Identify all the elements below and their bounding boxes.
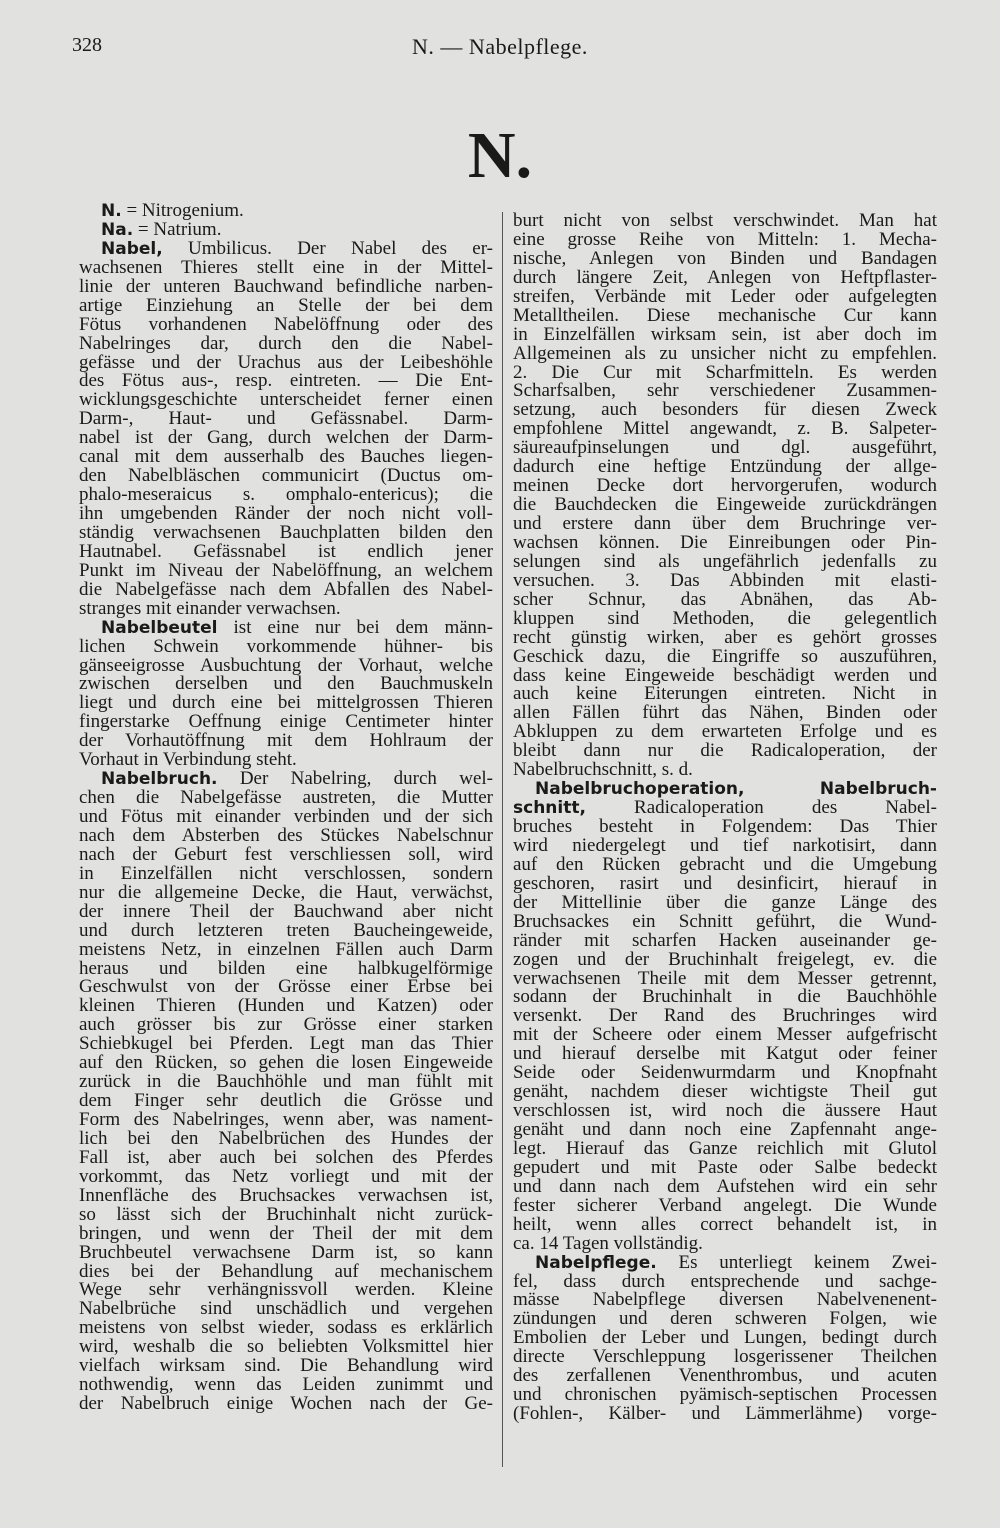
line-text: versuchen. 3. Das Abbinden mit elasti- [513, 571, 937, 591]
text-line [513, 1121, 937, 1140]
line-text: Bruchsackes ein Schnitt geführt, die Wund- [513, 912, 937, 932]
line-text: ihn umgebenden Ränder der noch nicht voll- [79, 505, 493, 524]
text-line [513, 1348, 937, 1367]
running-header [0, 34, 1000, 74]
line-text: zündungen und deren schweren Folgen, wie [513, 1310, 937, 1330]
text-line [513, 818, 937, 837]
line-text: meistens Netz, in einzelnen Fällen auch Darm [79, 940, 493, 960]
text-line [79, 1130, 493, 1149]
text-line [513, 553, 937, 572]
line-text: und durch letzteren treten Baucheingeweide, [79, 921, 493, 941]
text-line [513, 1140, 937, 1159]
text-line [79, 354, 493, 373]
line-text: Hautnabel. Gefässnabel ist endlich jener [79, 542, 493, 562]
line-text: lich bei den Nabelbrüchen des Hundes der [79, 1129, 493, 1149]
text-line [79, 1225, 493, 1244]
text-line [79, 221, 493, 240]
line-text: setzung, auch besonders für diesen Zweck [513, 401, 937, 421]
text-line [513, 1045, 937, 1064]
text-line [513, 591, 937, 610]
line-text: Wege sehr verhängnissvoll werden. Kleine [79, 1281, 493, 1301]
text-line [79, 978, 493, 997]
line-text: mässe Nabelpflege diversen Nabelvenenent- [513, 1291, 937, 1311]
text-line [513, 1007, 937, 1026]
text-line [513, 799, 937, 818]
line-text: dem Finger sehr deutlich die Grösse und [79, 1092, 493, 1111]
text-line [79, 372, 493, 391]
text-line [513, 1273, 937, 1292]
line-text: auch keine Eiterungen eintreten. Nicht in [513, 685, 937, 705]
line-text: nische, Anlegen von Binden und Bandagen [513, 249, 937, 269]
line-text: Nabelbruchschnitt, s. d. [513, 761, 693, 781]
line-text: wachsen können. Die Einreibungen oder Pin- [513, 533, 937, 553]
line-text: versenkt. Der Rand des Bruchringes wird [513, 1007, 937, 1027]
text-line [513, 515, 937, 534]
line-text: liegt und durch eine bei mittelgrossen Thieren [79, 694, 493, 714]
line-text: auf den Rücken, so gehen die losen Eingeweide [79, 1054, 493, 1074]
line-text: nach der Geburt fest verschliessen soll, wird [79, 845, 493, 865]
text-line [79, 903, 493, 922]
text-line [513, 610, 937, 629]
line-text: und Fötus mit einander verbinden und der sich [79, 808, 493, 827]
text-line [513, 1197, 937, 1216]
line-text: selungen sind als ungefährlich jedenfalls zu [513, 552, 937, 572]
line-text: heilt, wenn alles correct behandelt ist, in [513, 1215, 937, 1235]
line-text: geschoren, rasirt und desinficirt, hierauf in [513, 874, 937, 894]
line-text: zurück in die Bauchhöhle und man fühlt mit [79, 1073, 493, 1093]
text-line [79, 1149, 493, 1168]
line-text: fel, dass durch entsprechende und sachge- [513, 1272, 937, 1292]
text-line [513, 761, 937, 780]
text-line [79, 1300, 493, 1319]
line-text: stranges mit einander verwachsen. [79, 599, 341, 619]
text-line [513, 648, 937, 667]
text-line [513, 288, 937, 307]
line-text: die Bauchdecken die Eingeweide zurückdrängen [513, 496, 937, 515]
text-line [513, 439, 937, 458]
line-text: lichen Schwein vorkommende hühner- bis [79, 637, 493, 657]
line-text: Umbilicus. Der Nabel des er- [162, 239, 493, 259]
entry-headword: Nabelbeutel [101, 618, 218, 638]
entry-headword: Nabelpflege. [535, 1253, 657, 1273]
text-line [79, 732, 493, 751]
line-text: gänseeigrosse Ausbuchtung der Vorhaut, welche [79, 656, 493, 676]
text-line [79, 524, 493, 543]
line-text: Vorhaut in Verbindung steht. [79, 751, 297, 771]
line-text: dies bei der Behandlung auf mechanischem [79, 1262, 493, 1282]
text-line [513, 269, 937, 288]
text-line [513, 988, 937, 1007]
text-line [513, 364, 937, 383]
line-text: (Fohlen-, Kälber- und Lämmerlähme) vorge- [513, 1405, 937, 1424]
line-text: Geschwulst von der Grösse einer Erbse bei [79, 978, 493, 998]
line-text: den Nabelbläschen communicirt (Ductus om- [79, 467, 493, 487]
text-line [513, 932, 937, 951]
line-text: ständig verwachsenen Bauchplatten bilden den [79, 523, 493, 543]
right-column [513, 212, 937, 1424]
entry-headword: Nabel, [101, 239, 163, 259]
text-line [79, 429, 493, 448]
text-line [79, 1281, 493, 1300]
text-line [79, 1016, 493, 1035]
text-line [513, 250, 937, 269]
text-line [513, 212, 937, 231]
line-text: auch grösser bis zur Grösse einer starken [79, 1016, 493, 1036]
line-text: der innere Theil der Bauchwand aber nicht [79, 902, 493, 922]
line-text: säureaufpinselungen und dgl. ausgeführt, [513, 439, 937, 459]
text-line [513, 837, 937, 856]
text-line [79, 865, 493, 884]
line-text: verschlossen ist, wird noch die äussere Haut [513, 1102, 937, 1121]
line-text: Allgemeinen als zu unsicher nicht zu empfehlen. [513, 344, 937, 364]
text-line [79, 1054, 493, 1073]
running-title: N. — Nabelpflege. [412, 34, 588, 59]
page-number: 328 [72, 34, 102, 56]
line-text: burt nicht von selbst verschwindet. Man hat [513, 212, 937, 231]
line-text: meinen Decke dort hervorgerufen, wodurch [513, 477, 937, 497]
text-line [513, 1254, 937, 1273]
line-text: kluppen sind Methoden, die gelegentlich [513, 609, 937, 629]
left-column [79, 202, 493, 1414]
line-text: Fötus vorhandenen Nabelöffnung oder des [79, 315, 493, 335]
text-line [79, 240, 493, 259]
text-line [513, 1386, 937, 1405]
text-line [513, 913, 937, 932]
line-text: nur die allgemeine Decke, die Haut, verwächst, [79, 883, 493, 903]
line-text: gepudert und mit Paste oder Salbe bedeckt [513, 1158, 937, 1178]
line-text: die Nabelgefässe nach dem Abfallen des Nabel- [79, 580, 493, 600]
line-text: nabel ist der Gang, durch welchen der Darm- [79, 429, 493, 449]
text-line [513, 856, 937, 875]
text-line [513, 1102, 937, 1121]
line-text: genäht, nachdem dieser wichtigste Theil gut [513, 1083, 937, 1103]
text-line [79, 1187, 493, 1206]
text-line [513, 685, 937, 704]
line-text: Nabelbrüche sind unschädlich und vergehen [79, 1300, 493, 1320]
text-line [79, 202, 493, 221]
line-text: Scharfsalben, sehr verschiedener Zusammen- [513, 382, 937, 402]
line-text: in Einzelfällen nicht verschlossen, sondern [79, 864, 493, 884]
line-text: Darm-, Haut- und Gefässnabel. Darm- [79, 410, 493, 430]
line-text: scher Schnur, das Abnähen, das Ab- [513, 590, 937, 610]
text-line [79, 467, 493, 486]
line-text: fingerstarke Oeffnung einige Centimeter hinter [79, 713, 493, 733]
line-text: Es unterliegt keinem Zwei- [656, 1253, 937, 1273]
entry-headword: Nabelbruch. [101, 770, 218, 790]
text-line [513, 951, 937, 970]
line-text: Seide oder Seidenwurmdarm und Knopfnaht [513, 1064, 937, 1084]
line-text: allen Fällen führt das Nähen, Binden oder [513, 704, 937, 724]
text-line [513, 326, 937, 345]
text-line [79, 1206, 493, 1225]
line-text: legt. Hierauf das Ganze reichlich mit Glutol [513, 1139, 937, 1159]
section-letter: N. [467, 119, 533, 192]
line-text: chen die Nabelgefässe austreten, die Mutter [79, 789, 493, 808]
text-line [513, 477, 937, 496]
line-text: streifen, Verbände mit Leder oder aufgelegten [513, 287, 937, 307]
text-line [79, 1168, 493, 1187]
text-line [79, 335, 493, 354]
text-line [513, 1026, 937, 1045]
line-text: und dann nach dem Aufstehen wird ein sehr [513, 1177, 937, 1197]
line-text: linie der unteren Bauchwand befindliche narben- [79, 277, 493, 297]
text-line [79, 1319, 493, 1338]
text-line [513, 401, 937, 420]
text-line [513, 1178, 937, 1197]
text-line [79, 1092, 493, 1111]
line-text: so lässt sich der Bruchinhalt nicht zurück- [79, 1205, 493, 1225]
line-text: zogen und der Bruchinhalt freigelegt, ev. die [513, 950, 937, 970]
text-line [79, 391, 493, 410]
line-text: sodann der Bruchinhalt in die Bauchhöhle [513, 988, 937, 1008]
line-text: bringen, und wenn der Theil der mit dem [79, 1224, 493, 1244]
line-text: 2. Die Cur mit Scharfmitteln. Es werden [513, 363, 937, 383]
text-line [513, 704, 937, 723]
text-line [513, 345, 937, 364]
text-line [79, 941, 493, 960]
text-line [79, 1111, 493, 1130]
line-text: in Einzelfällen wirksam sein, ist aber doch im [513, 325, 937, 345]
line-text: durch längere Zeit, Anlegen von Heftpflaster- [513, 268, 937, 288]
text-line [79, 846, 493, 865]
text-line [79, 713, 493, 732]
line-text: Geschick dazu, die Eingriffe so auszuführen, [513, 647, 937, 667]
text-line [79, 657, 493, 676]
text-line [79, 827, 493, 846]
line-text: ränder mit scharfen Hacken auseinander ge- [513, 931, 937, 951]
line-text: mit der Scheere oder einem Messer aufgefrischt [513, 1026, 937, 1046]
text-line [513, 742, 937, 761]
line-text: zwischen derselben und den Bauchmuskeln [79, 675, 493, 695]
text-line [79, 751, 493, 770]
text-line [513, 1367, 937, 1386]
line-text: phalo-meseraicus s. omphalo-entericus); die [79, 486, 493, 505]
line-text: directe Verschleppung losgerissener Theilchen [513, 1348, 937, 1368]
line-text: Punkt im Niveau der Nabelöffnung, an welchem [79, 561, 493, 581]
text-line [513, 1064, 937, 1083]
line-text: Der Nabelring, durch wel- [217, 770, 493, 790]
text-line [513, 231, 937, 250]
text-line [79, 1357, 493, 1376]
line-text: wird, weshalb die so beliebten Volksmittel hier [79, 1338, 493, 1358]
line-text: eine grosse Reihe von Mitteln: 1. Mecha- [513, 230, 937, 250]
text-line [79, 997, 493, 1016]
text-line [79, 1395, 493, 1414]
line-text: nothwendig, wenn das Leiden zunimmt und [79, 1376, 493, 1396]
line-text: dadurch eine heftige Entzündung der allge- [513, 458, 937, 478]
text-line [513, 1083, 937, 1102]
line-text: vorkommt, das Netz vorliegt und mit der [79, 1167, 493, 1187]
line-text: der Vorhautöffnung mit dem Hohlraum der [79, 732, 493, 752]
line-text: Bruchbeutel verwachsene Darm ist, so kann [79, 1243, 493, 1263]
line-text: und erstere dann über dem Bruchringe ver- [513, 515, 937, 534]
text-line [513, 1291, 937, 1310]
line-text: fester sicherer Verband angelegt. Die Wunde [513, 1196, 937, 1216]
line-text: Embolien der Leber und Lungen, bedingt durch [513, 1329, 937, 1349]
text-line [513, 629, 937, 648]
text-line [79, 638, 493, 657]
text-line [79, 486, 493, 505]
line-text: canal mit dem ausserhalb des Bauches liegen- [79, 448, 493, 468]
text-line [513, 875, 937, 894]
line-text: auf den Rücken gebracht und die Umgebung [513, 855, 937, 875]
text-line [513, 496, 937, 515]
line-text: Abkluppen zu dem erwarteten Erfolge und es [513, 723, 937, 743]
text-line [79, 543, 493, 562]
text-line [79, 1073, 493, 1092]
line-text: Form des Nabelringes, wenn aber, was nament- [79, 1111, 493, 1130]
line-text: Fall ist, aber auch bei solchen des Pferdes [79, 1148, 493, 1168]
text-line [79, 259, 493, 278]
text-line [513, 667, 937, 686]
line-text: recht günstig wirken, aber es gehört grosses [513, 628, 937, 648]
text-line [513, 420, 937, 439]
line-text: nach dem Absterben des Stückes Nabelschnur [79, 826, 493, 846]
line-text: meistens von selbst wieder, sodass es erklärlich [79, 1319, 493, 1339]
line-text: ca. 14 Tagen vollständig. [513, 1234, 703, 1254]
line-text: kleinen Thieren (Hunden und Katzen) oder [79, 997, 493, 1017]
text-line [79, 694, 493, 713]
text-line [79, 884, 493, 903]
text-line [79, 1338, 493, 1357]
line-text: empfohlene Mittel angewandt, z. B. Salpeter- [513, 420, 937, 440]
text-line [79, 410, 493, 429]
line-text: Radicaloperation des Nabel- [585, 799, 937, 818]
text-line [79, 1244, 493, 1263]
line-text: ist eine nur bei dem männ- [217, 618, 493, 638]
line-text: Metalltheilen. Diese mechanische Cur kann [513, 306, 937, 326]
text-line [513, 572, 937, 591]
line-text: bruches besteht in Folgendem: Das Thier [513, 818, 937, 837]
text-line [79, 1263, 493, 1282]
line-text: des zerfallenen Venenthrombus, und acuten [513, 1367, 937, 1387]
text-line [79, 297, 493, 316]
text-line [513, 970, 937, 989]
line-text: der Mittellinie über die ganze Länge des [513, 893, 937, 913]
entry-headword: Na. [101, 220, 134, 240]
text-line [79, 278, 493, 297]
line-text: genäht und dann noch eine Zapfennaht ange- [513, 1121, 937, 1140]
line-text: des Fötus aus-, resp. eintreten. — Die Ent- [79, 372, 493, 392]
line-text: wachsenen Thieres stellt eine in der Mittel- [79, 258, 493, 278]
line-text: und hierauf derselbe mit Katgut oder feiner [513, 1045, 937, 1065]
text-line [79, 770, 493, 789]
line-text: = Natrium. [133, 220, 222, 240]
line-text: Schiebkugel bei Pferden. Legt man das Thier [79, 1035, 493, 1055]
line-text: wird niedergelegt und tief narkotisirt, dann [513, 836, 937, 856]
entry-headword: schnitt, [513, 799, 586, 818]
text-line [79, 808, 493, 827]
text-line [79, 922, 493, 941]
text-line [79, 316, 493, 335]
text-line [513, 1235, 937, 1254]
line-text: gefässe und der Urachus aus der Leibeshöhle [79, 353, 493, 373]
text-line [513, 382, 937, 401]
entry-headword: Nabelbruchoperation, Nabelbruch- [535, 780, 937, 800]
text-line [79, 619, 493, 638]
text-line [79, 600, 493, 619]
line-text: und chronischen pyämisch-septischen Processen [513, 1386, 937, 1406]
text-line [79, 960, 493, 979]
line-text: heraus und bilden eine halbkugelförmige [79, 959, 493, 979]
line-text: vielfach wirksam sind. Die Behandlung wird [79, 1357, 493, 1377]
text-line [79, 562, 493, 581]
line-text: Nabelringes dar, durch den die Nabel- [79, 334, 493, 354]
line-text: dass keine Eingeweide beschädigt werden und [513, 666, 937, 686]
line-text: wicklungsgeschichte unterscheidet ferner einen [79, 391, 493, 411]
text-line [79, 448, 493, 467]
text-line [513, 1405, 937, 1424]
column-divider [502, 212, 503, 1467]
text-line [513, 458, 937, 477]
text-line [79, 505, 493, 524]
text-line [513, 894, 937, 913]
text-line [79, 789, 493, 808]
text-line [79, 675, 493, 694]
text-line [513, 534, 937, 553]
entry-headword: N. [101, 202, 122, 221]
line-text: artige Einziehung an Stelle der bei dem [79, 296, 493, 316]
text-line [513, 1310, 937, 1329]
text-line [513, 780, 937, 799]
text-line [79, 581, 493, 600]
text-line [79, 1035, 493, 1054]
text-line [513, 307, 937, 326]
line-text: bleibt dann nur die Radicaloperation, der [513, 742, 937, 762]
text-line [79, 1376, 493, 1395]
text-line [513, 1216, 937, 1235]
line-text: der Nabelbruch einige Wochen nach der Ge- [79, 1395, 493, 1414]
text-line [513, 1159, 937, 1178]
line-text: = Nitrogenium. [121, 202, 244, 221]
text-line [513, 1329, 937, 1348]
text-line [513, 723, 937, 742]
line-text: Innenfläche des Bruchsackes verwachsen ist, [79, 1186, 493, 1206]
line-text: verwachsenen Theile mit dem Messer getrennt, [513, 969, 937, 989]
